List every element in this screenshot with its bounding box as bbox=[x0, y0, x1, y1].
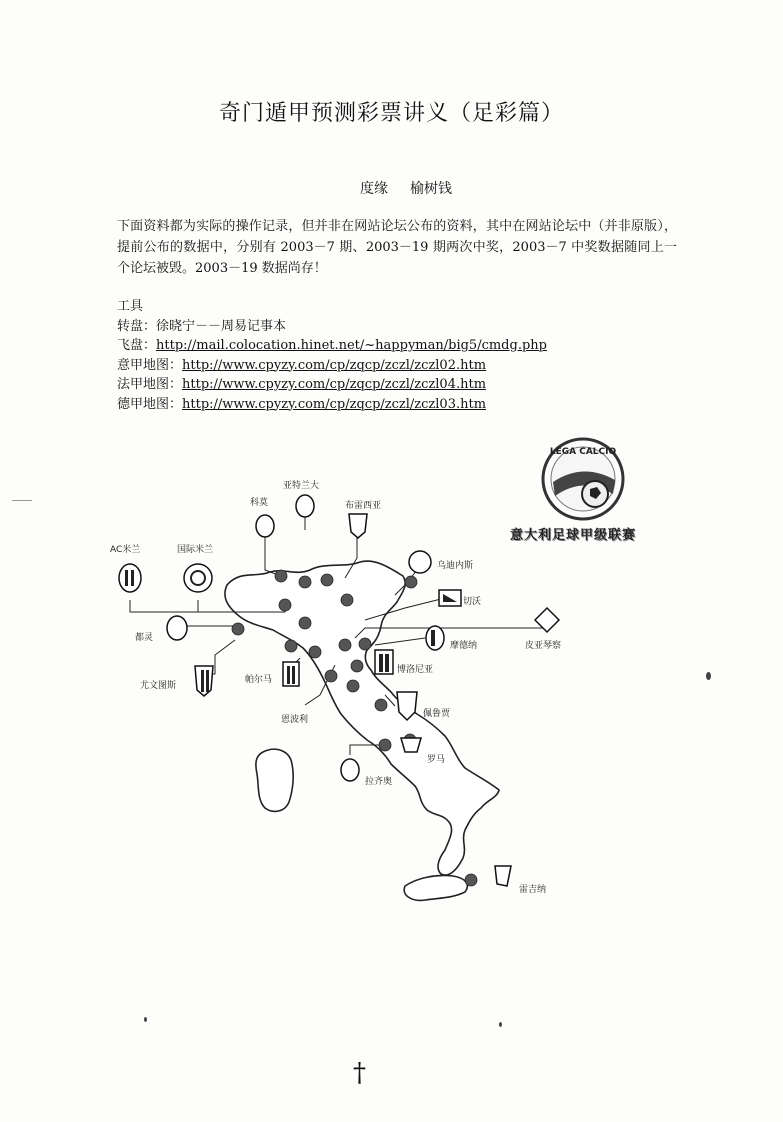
svg-text:佩鲁贾: 佩鲁贾 bbox=[423, 709, 451, 719]
svg-text:AC米兰: AC米兰 bbox=[110, 545, 141, 555]
bundesliga-map-link[interactable]: http://www.cpyzy.com/cp/zqcp/zczl/zczl03.htm bbox=[182, 396, 487, 412]
italy-map bbox=[105, 430, 585, 910]
ligue1-map-link[interactable]: http://www.cpyzy.com/cp/zqcp/zczl/zczl04.htm bbox=[182, 377, 487, 392]
svg-text:皮亚琴察: 皮亚琴察 bbox=[525, 641, 562, 651]
page-footer-mark: † bbox=[353, 1058, 366, 1088]
svg-text:科莫: 科莫 bbox=[250, 498, 269, 508]
document-title: 奇门遁甲预测彩票讲义（足彩篇） bbox=[218, 101, 564, 126]
sardinia bbox=[256, 749, 293, 811]
svg-text:拉齐奥: 拉齐奥 bbox=[365, 777, 393, 787]
svg-text:尤文图斯: 尤文图斯 bbox=[140, 681, 177, 691]
tool-item-serie-a-map: 意甲地图：http://www.cpyzy.com/cp/zqcp/zczl/zczl02.htm bbox=[117, 357, 487, 373]
svg-text:亚特兰大: 亚特兰大 bbox=[283, 481, 320, 491]
lega-caption: 意大利足球甲级联赛 bbox=[510, 528, 637, 543]
intro-paragraph: 下面资料都为实际的操作记录，但并非在网站论坛公布的资料，其中在网站论坛中（并非原版），提前公布的数据中，分别有 2003－7 期、2003－19 期两次中奖，2003－7 中奖数据随同上一个论坛被毁。2003－19 数据尚存！ bbox=[117, 219, 677, 276]
tools-heading: 工具 bbox=[117, 299, 144, 314]
tool-item-turntable: 转盘：徐晓宁－－周易记事本 bbox=[117, 318, 287, 334]
svg-text:布雷西亚: 布雷西亚 bbox=[345, 501, 382, 511]
svg-text:国际米兰: 国际米兰 bbox=[177, 545, 214, 555]
sicily bbox=[404, 875, 467, 900]
svg-text:乌迪内斯: 乌迪内斯 bbox=[437, 561, 474, 571]
italy-mainland bbox=[225, 561, 499, 875]
svg-text:都灵: 都灵 bbox=[135, 633, 154, 643]
author-2: 榆树钱 bbox=[410, 181, 452, 197]
svg-text:帕尔马: 帕尔马 bbox=[245, 675, 273, 685]
tools-section bbox=[117, 297, 547, 414]
serie-a-map-link[interactable]: http://www.cpyzy.com/cp/zqcp/zczl/zczl02.htm bbox=[182, 357, 487, 373]
scan-speck bbox=[499, 1022, 502, 1027]
tool-item-ligue1-map: 法甲地图：http://www.cpyzy.com/cp/zqcp/zczl/zczl04.htm bbox=[117, 377, 487, 392]
flying-plate-link[interactable]: http://mail.colocation.hinet.net/~happyman/big5/cmdg.php bbox=[156, 338, 547, 353]
svg-text:摩德纳: 摩德纳 bbox=[450, 641, 478, 651]
svg-text:博洛尼亚: 博洛尼亚 bbox=[397, 665, 434, 675]
tool-item-flying-plate: 飞盘：http://mail.colocation.hinet.net/~happyman/big5/cmdg.php bbox=[117, 338, 547, 353]
authors bbox=[360, 178, 474, 198]
svg-text:恩波利: 恩波利 bbox=[281, 715, 309, 725]
author-1: 度缘 bbox=[360, 181, 388, 197]
svg-text:LEGA CALCIO: LEGA CALCIO bbox=[549, 447, 617, 457]
scan-speck bbox=[144, 1017, 147, 1022]
tool-item-bundesliga-map: 德甲地图：http://www.cpyzy.com/cp/zqcp/zczl/zczl03.htm bbox=[117, 396, 487, 412]
scan-speck bbox=[12, 500, 32, 501]
svg-text:雷吉纳: 雷吉纳 bbox=[519, 885, 547, 895]
scan-speck bbox=[706, 672, 711, 680]
svg-text:罗马: 罗马 bbox=[427, 755, 446, 765]
svg-text:切沃: 切沃 bbox=[463, 597, 482, 607]
